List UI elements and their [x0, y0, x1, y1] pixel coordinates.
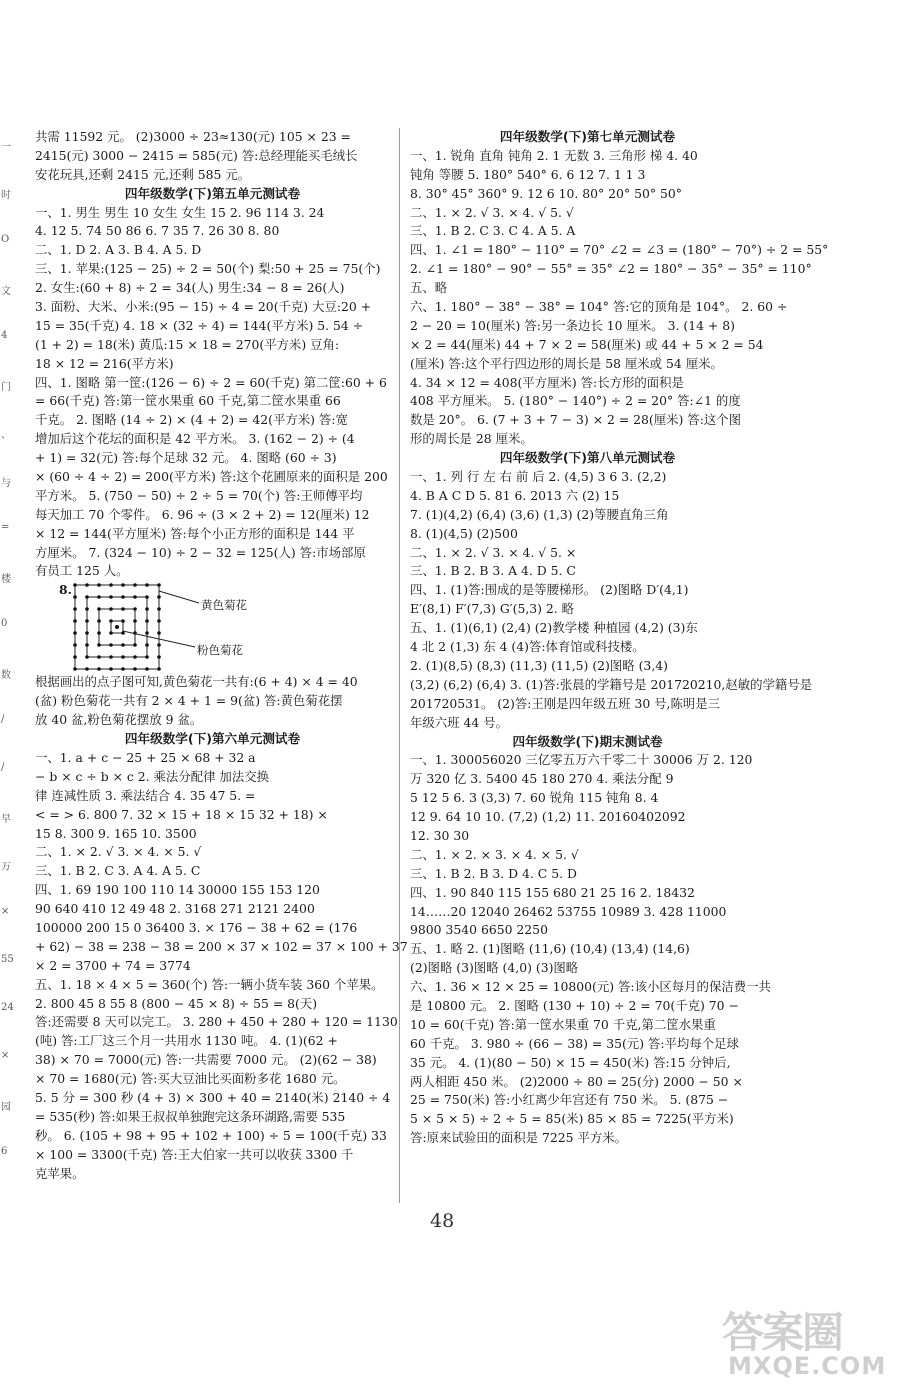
answer-line: 钝角 等腰 5. 180° 540° 6. 6 12 7. 1 1 3	[410, 166, 646, 182]
edge-fragment: 4	[1, 330, 8, 341]
answer-line: 放 40 盆,粉色菊花摆放 9 盆。	[35, 712, 203, 728]
answer-line: 一、1. a + c − 25 + 25 × 68 + 32 a	[35, 749, 256, 765]
answer-line: 根据画出的点子图可知,黄色菊花一共有:(6 + 4) × 4 = 40	[35, 674, 358, 690]
answer-line: × 2 = 3700 + 74 = 3774	[35, 957, 191, 973]
answer-line: 18 × 12 = 216(平方米)	[35, 355, 174, 371]
flower-dot	[109, 668, 113, 672]
flower-dot	[73, 584, 77, 588]
flower-dot	[97, 668, 101, 672]
answer-line: 三、1. B 2. C 3. C 4. A 5. A	[410, 223, 576, 239]
edge-fragment: 文	[1, 286, 11, 297]
answer-line: 4. 34 × 12 = 408(平方厘米) 答:长方形的面积是	[410, 374, 684, 390]
answer-line: 12. 30 30	[410, 827, 470, 843]
answer-line: 2. (1)(8,5) (8,3) (11,3) (11,5) (2)图略 (3,4)	[410, 657, 668, 673]
flower-dot	[109, 584, 113, 588]
answer-line: 60 千克。 3. 980 ÷ (66 − 38) = 35(元) 答:平均每个足球	[410, 1035, 739, 1051]
answer-line: 2415(元) 3000 − 2415 = 585(元) 答:总经理能买毛绒长	[35, 147, 358, 163]
answer-line: 有员工 125 人。	[35, 563, 129, 579]
answer-line: (吨) 答:工厂这三个月一共用水 1130 吨。 4. (1)(62 +	[35, 1033, 338, 1049]
answer-line: 8. (1)(4,5) (2)500	[410, 525, 518, 541]
flower-dot	[145, 620, 149, 624]
flower-dot	[85, 608, 89, 612]
answer-line: 二、1. × 2. √ 3. × 4. √ 5. ×	[410, 544, 577, 560]
edge-fragment: 6	[1, 1146, 8, 1157]
answer-line: 二、1. × 2. × 3. × 4. × 5. √	[410, 846, 579, 862]
flower-dot	[109, 608, 113, 612]
answer-line: 秒。 6. (105 + 98 + 95 + 102 + 100) ÷ 5 = 100(千克) 33	[35, 1127, 387, 1143]
flower-dot	[157, 596, 161, 600]
answer-line: 三、1. B 2. C 3. A 4. A 5. C	[35, 863, 201, 879]
answer-line: 六、1. 180° − 38° − 38° = 104° 答:它的顶角是 104°。 2. 60 ÷	[410, 299, 788, 315]
flower-dot	[97, 608, 101, 612]
section-title: 四年级数学(下)第五单元测试卷	[124, 185, 301, 201]
flower-dot	[121, 608, 125, 612]
answer-line: 9800 3540 6650 2250	[410, 922, 548, 938]
flower-dot	[85, 644, 89, 648]
flower-dot	[145, 656, 149, 660]
edge-fragment: /	[1, 714, 5, 725]
flower-dot	[97, 596, 101, 600]
answer-line: + 62) − 38 = 238 − 38 = 200 × 37 × 102 = 37 × 100 + 37	[35, 938, 408, 954]
answer-line: 12 9. 64 10 10. (7,2) (1,2) 11. 20160402092	[410, 809, 686, 825]
answer-line: 四、1. (1)答:围成的是等腰梯形。 (2)图略 D′(4,1)	[410, 582, 689, 598]
flower-dot	[133, 668, 137, 672]
flower-dot	[73, 668, 77, 672]
answer-line: 共需 11592 元。 (2)3000 ÷ 23≈130(元) 105 × 23 =	[35, 129, 351, 144]
answer-line: 四、1. ∠1 = 180° − 110° = 70° ∠2 = ∠3 = (180° − 70°) ÷ 2 = 55°	[410, 242, 829, 258]
page-number: 48	[430, 1210, 455, 1232]
answer-line: + 1) = 32(元) 答:每个足球 32 元。 4. 图略 (60 ÷ 3)	[35, 450, 337, 466]
answer-line: 2. 女生:(60 + 8) ÷ 2 = 34(人) 男生:34 − 8 = 26(人)	[35, 280, 345, 296]
answer-line: 三、1. B 2. B 3. A 4. D 5. C	[410, 563, 576, 579]
answer-line: 二、1. × 2. √ 3. × 4. × 5. √	[35, 844, 202, 860]
left-column	[35, 128, 408, 1183]
flower-dot-figure	[35, 581, 390, 673]
answer-line: (盆) 粉色菊花一共有 2 × 4 + 1 = 9(盆) 答:黄色菊花摆	[35, 693, 343, 709]
answer-line: 二、1. D 2. A 3. B 4. A 5. D	[35, 242, 202, 258]
flower-dot	[133, 644, 137, 648]
answer-line: 年级六班 44 号。	[410, 714, 508, 730]
flower-dot	[121, 656, 125, 660]
answer-line: E′(8,1) F′(7,3) G′(5,3) 2. 略	[410, 601, 575, 617]
answer-line: 是 10800 元。 2. 图略 (130 + 10) ÷ 2 = 70(千克) 70 −	[410, 997, 739, 1013]
answer-line: × 70 = 1680(元) 答:买大豆油比买面粉多花 1680 元。	[35, 1071, 346, 1087]
edge-fragment: 24	[1, 1002, 14, 1013]
answer-line: 万 320 亿 3. 5400 45 180 270 4. 乘法分配 9	[410, 771, 674, 787]
answer-line: = 66(千克) 答:第一筐水果重 60 千克,第二筐水果重 66	[35, 393, 341, 409]
flower-dot	[145, 596, 149, 600]
watermark-logo	[722, 1300, 897, 1385]
flower-dot	[121, 596, 125, 600]
flower-dot	[97, 644, 101, 648]
answer-line: 一、1. 300056020 三亿零五万六千零二十 30006 万 2. 120	[410, 752, 753, 768]
answer-line: 4. 12 5. 74 50 86 6. 7 35 7. 26 30 8. 80	[35, 223, 280, 239]
flower-dot	[157, 644, 161, 648]
edge-fragment: 门	[1, 382, 11, 393]
answer-line: 8. 30° 45° 360° 9. 12 6 10. 80° 20° 50° 50°	[410, 185, 682, 201]
edge-fragment: 55	[1, 954, 14, 965]
edge-fragment: /	[1, 762, 5, 773]
watermark-url: MXQE.COM	[728, 1352, 887, 1380]
answer-line: 律 连减性质 3. 乘法结合 4. 35 47 5. =	[35, 787, 256, 803]
answer-line: 四、1. 69 190 100 110 14 30000 155 153 120	[35, 882, 320, 898]
answer-line: 千克。 2. 图略 (14 ÷ 2) × (4 + 2) = 42(平方米) 答:宽	[35, 412, 348, 428]
flower-dot	[85, 584, 89, 588]
section-title: 四年级数学(下)期末测试卷	[512, 733, 663, 749]
answer-line: 4. B A C D 5. 81 6. 2013 六 (2) 15	[410, 487, 620, 503]
flower-dot	[145, 584, 149, 588]
answer-line: 35 元。 4. (1)(80 − 50) × 15 = 450(米) 答:15 分钟后,	[410, 1054, 731, 1070]
answer-line: 克苹果。	[35, 1165, 85, 1181]
edge-fragment: 一	[1, 142, 11, 153]
answer-line: 一、1. 列 行 左 右 前 后 2. (4,5) 3 6 3. (2,2)	[410, 469, 667, 485]
center-dot	[115, 625, 119, 629]
answer-line: 五、1. (1)(6,1) (2,4) (2)教学楼 种植园 (4,2) (3)东	[410, 620, 698, 636]
answer-line: × (60 ÷ 4 ÷ 2) = 200(平方米) 答:这个花圃原来的面积是 200	[35, 469, 388, 485]
answer-line: × 12 = 144(平方厘米) 答:每个小正方形的面积是 144 平	[35, 525, 355, 541]
edge-fragment: 园	[1, 1102, 11, 1113]
answer-line: 一、1. 锐角 直角 钝角 2. 1 无数 3. 三角形 梯 4. 40	[410, 147, 698, 163]
left-edge-cut-text	[0, 128, 12, 1203]
section-title: 四年级数学(下)第八单元测试卷	[499, 450, 676, 466]
pink-flower-label: 粉色菊花	[197, 643, 243, 658]
flower-dot	[157, 584, 161, 588]
flower-dot	[85, 632, 89, 636]
answer-line: 六、1. 36 × 12 × 25 = 10800(元) 答:该小区每月的保洁费一共	[410, 979, 771, 995]
section-title: 四年级数学(下)第七单元测试卷	[499, 129, 676, 144]
answer-line: 2 − 20 = 10(厘米) 答:另一条边长 10 厘米。 3. (14 + 8)	[410, 317, 735, 333]
answer-line: 答:原来试验田的面积是 7225 平方米。	[410, 1130, 628, 1146]
answer-line: 方厘米。 7. (324 − 10) ÷ 2 − 32 = 125(人) 答:市场部原	[35, 544, 366, 560]
answer-line: 五、略	[410, 280, 448, 296]
answer-line: 答:还需要 8 天可以完工。 3. 280 + 450 + 280 + 120 = 1130	[35, 1014, 398, 1030]
answer-line: 5 × 5 × 5) ÷ 2 ÷ 5 = 85(米) 85 × 85 = 7225(平方米)	[410, 1111, 734, 1127]
answer-line: 38) × 70 = 7000(元) 答:一共需要 7000 元。 (2)(62 − 38)	[35, 1052, 377, 1068]
answer-line: 15 8. 300 9. 165 10. 3500	[35, 825, 197, 841]
flower-dot	[85, 656, 89, 660]
flower-dot	[73, 608, 77, 612]
answer-line: (2)图略 (3)图略 (4,0) (3)图略	[410, 960, 579, 976]
edge-fragment: O	[1, 234, 10, 245]
edge-fragment: 时	[1, 190, 11, 201]
answer-line: 14……20 12040 26462 53755 10989 3. 428 11000	[410, 903, 727, 919]
flower-dot	[109, 620, 113, 624]
flower-dot	[73, 644, 77, 648]
flower-dot	[97, 620, 101, 624]
flower-dot	[109, 656, 113, 660]
flower-dot	[145, 608, 149, 612]
edge-fragment: ×	[1, 906, 10, 917]
edge-fragment: 0	[1, 618, 8, 629]
answer-line: 每天加工 70 个零件。 6. 96 ÷ (3 × 2 + 2) = 12(厘米) 12	[35, 506, 370, 522]
answer-line: (1 + 2) = 18(米) 黄瓜:15 × 18 = 270(平方米) 豆角:	[35, 336, 340, 352]
answer-line: 4 北 2 (1,3) 东 4 (4)答:体育馆或科技楼。	[410, 639, 645, 655]
flower-dot	[157, 656, 161, 660]
yellow-pointer-line	[159, 591, 199, 603]
flower-dot	[97, 656, 101, 660]
answer-line: 四、1. 90 840 115 155 680 21 25 16 2. 18432	[410, 884, 695, 900]
answer-line: 三、1. B 2. B 3. D 4. C 5. D	[410, 865, 577, 881]
answer-line: 5. 5 分 = 300 秒 (4 + 3) × 300 + 40 = 2140(米) 2140 ÷ 4	[35, 1089, 391, 1105]
answer-line: 25 = 750(米) 答:小红离少年宫还有 750 米。 5. (875 −	[410, 1092, 729, 1108]
answer-line: 2. ∠1 = 180° − 90° − 55° = 35° ∠2 = 180° − 35° − 35° = 110°	[410, 261, 812, 277]
flower-dot	[85, 596, 89, 600]
figure-number: 8.	[59, 582, 72, 598]
answer-line: 3. 面粉、大米、小米:(95 − 15) ÷ 4 = 20(千克) 大豆:20 +	[35, 299, 372, 315]
answer-line: 201720531。 (2)答:王刚是四年级五班 30 号,陈明是三	[410, 695, 721, 711]
answer-line: 形的周长是 28 厘米。	[410, 431, 533, 447]
flower-dot	[85, 668, 89, 672]
flower-dot	[73, 620, 77, 624]
flower-dot	[145, 668, 149, 672]
yellow-flower-label: 黄色菊花	[201, 598, 247, 613]
answer-line: − b × c ÷ b × c 2. 乘法分配律 加法交换	[35, 768, 269, 784]
answer-line: 三、1. 苹果:(125 − 25) ÷ 2 = 50(个) 梨:50 + 25 = 75(个)	[35, 261, 381, 277]
answer-line: 五、1. 18 × 4 × 5 = 360(个) 答:一辆小货车装 360 个苹果。	[35, 976, 384, 992]
answer-line: 平方米。 5. (750 − 50) ÷ 2 ÷ 5 = 70(个) 答:王师傅平均	[35, 487, 363, 503]
edge-fragment: 楼	[1, 574, 11, 585]
flower-dot	[133, 620, 137, 624]
answer-line: 一、1. 男生 男生 10 女生 女生 15 2. 96 114 3. 24	[35, 204, 325, 220]
answer-line: < = > 6. 800 7. 32 × 15 + 18 × 15 32 + 18) ×	[35, 806, 328, 822]
flower-dot	[109, 644, 113, 648]
answer-line: 两人相距 450 米。 (2)2000 ÷ 80 = 25(分) 2000 − 50 ×	[410, 1073, 743, 1089]
flower-dot	[73, 596, 77, 600]
flower-dot	[133, 596, 137, 600]
edge-fragment: 早	[1, 814, 11, 825]
flower-dot	[157, 668, 161, 672]
answer-line: (3,2) (6,2) (6,4) 3. (1)答:张晨的学籍号是 201720210,赵敏的学籍号是	[410, 676, 813, 692]
answer-line: 四、1. 图略 第一筐:(126 − 6) ÷ 2 = 60(千克) 第二筐:60 + 6	[35, 374, 387, 390]
flower-dot	[145, 632, 149, 636]
flower-dot	[97, 584, 101, 588]
flower-dot	[109, 596, 113, 600]
answer-line: 10 = 60(千克) 答:第一筐水果重 70 千克,第二筐水果重	[410, 1016, 716, 1032]
flower-dot	[97, 632, 101, 636]
answer-line: 408 平方厘米。 5. (180° − 140°) ÷ 2 = 20° 答:∠1 的度	[410, 393, 741, 409]
flower-dot	[73, 632, 77, 636]
answer-line: 100000 200 15 0 36400 3. × 176 − 38 + 62 = (176	[35, 919, 358, 935]
edge-fragment: =	[1, 522, 10, 533]
flower-dot	[157, 608, 161, 612]
answer-line: × 100 = 3300(千克) 答:王大伯家一共可以收获 3300 千	[35, 1146, 354, 1162]
flower-dot	[121, 644, 125, 648]
flower-dot	[133, 608, 137, 612]
flower-dot	[121, 620, 125, 624]
flower-dot	[121, 584, 125, 588]
flower-dot	[133, 656, 137, 660]
edge-fragment: 数	[1, 670, 11, 681]
answer-line: (厘米) 答:这个平行四边形的周长是 58 厘米或 54 厘米。	[410, 355, 723, 371]
answer-line: × 2 = 44(厘米) 44 + 7 × 2 = 58(厘米) 或 44 + 5 × 2 = 54	[410, 336, 764, 352]
answer-line: 增加后这个花坛的面积是 42 平方米。 3. (162 − 2) ÷ (4	[35, 431, 355, 447]
edge-fragment: 与	[1, 478, 11, 489]
edge-fragment: 万	[1, 862, 11, 873]
flower-dot	[73, 656, 77, 660]
section-title: 四年级数学(下)第六单元测试卷	[124, 731, 301, 747]
answer-line: 数是 20°。 6. (7 + 3 + 7 − 3) × 2 = 28(厘米) 答:这个图	[410, 412, 742, 428]
answer-line: 5 12 5 6. 3 (3,3) 7. 60 锐角 115 钝角 8. 4	[410, 790, 659, 806]
answer-line: 7. (1)(4,2) (6,4) (3,6) (1,3) (2)等腰直角三角	[410, 506, 669, 522]
answer-line: 15 = 35(千克) 4. 18 × (32 ÷ 4) = 144(平方米) 5. 54 ÷	[35, 317, 364, 333]
answer-line: 二、1. × 2. √ 3. × 4. √ 5. √	[410, 204, 574, 220]
answer-line: 安花玩具,还剩 2415 元,还剩 585 元。	[35, 166, 251, 182]
edge-fragment: 、	[1, 430, 11, 441]
watermark-text: 答案圈	[722, 1308, 843, 1357]
flower-dot	[157, 632, 161, 636]
edge-fragment: ×	[1, 1050, 10, 1061]
answer-line: = 535(秒) 答:如果王叔叔单独跑完这条环湖路,需要 535	[35, 1108, 346, 1124]
right-column	[410, 128, 829, 1148]
flower-dot	[157, 620, 161, 624]
column-divider	[399, 128, 400, 1203]
flower-dot	[133, 584, 137, 588]
flower-dot	[85, 620, 89, 624]
flower-dot	[121, 668, 125, 672]
flower-dot	[109, 632, 113, 636]
answer-line: 2. 800 45 8 55 8 (800 − 45 × 8) ÷ 55 = 8(天)	[35, 995, 318, 1011]
answer-line: 90 640 410 12 49 48 2. 3168 271 2121 2400	[35, 901, 315, 917]
flower-dot	[145, 644, 149, 648]
answer-line: 五、1. 略 2. (1)图略 (11,6) (10,4) (13,4) (14,6)	[410, 941, 690, 957]
